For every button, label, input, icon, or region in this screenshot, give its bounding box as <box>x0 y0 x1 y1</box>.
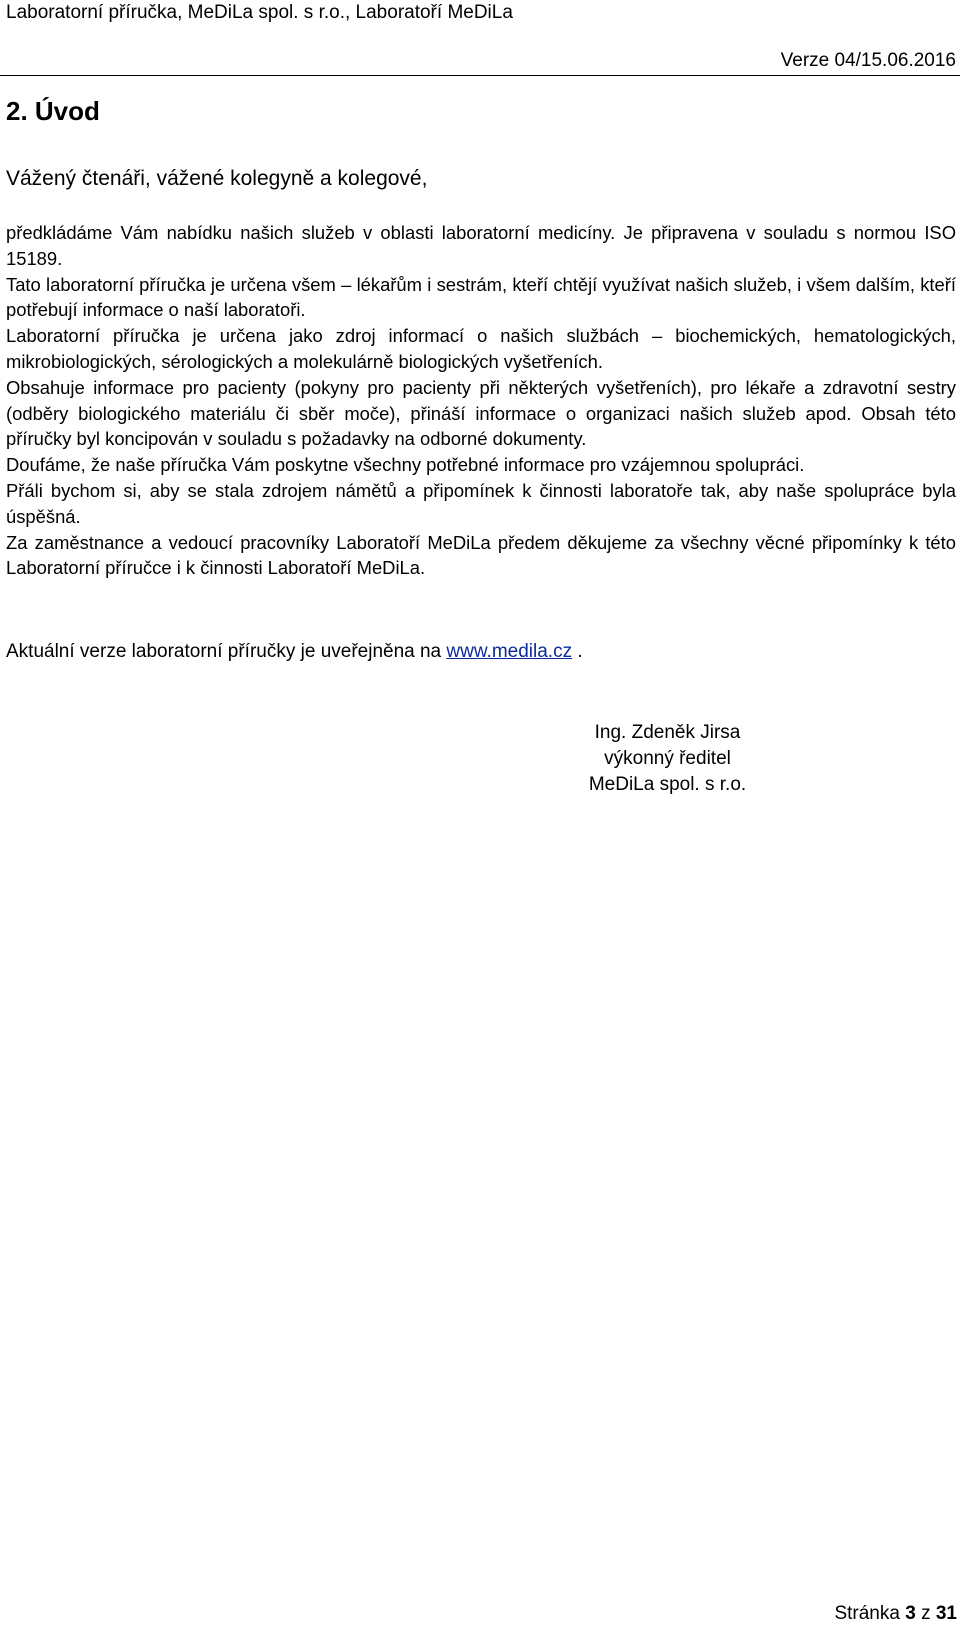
paragraph-audience: Tato laboratorní příručka je určena všem – lékařům i sestrám, kteří chtějí využívat našich služeb, i všem dalším, kteří potřebují informace o naší laboratoři. <box>6 273 956 321</box>
current-version-text: Aktuální verze laboratorní příručky je uveřejněna na <box>6 641 442 662</box>
paragraph-thanks: Za zaměstnance a vedoucí pracovníky Laboratoří MeDiLa předem děkujeme za všechny věcné připomínky k této Laboratorní příručce i k činnosti Laboratoří MeDiLa. <box>6 531 956 579</box>
paragraph-hope: Doufáme, že naše příručka Vám poskytne všechny potřebné informace pro vzájemnou spolupráci. <box>6 454 805 476</box>
signature-block <box>560 720 775 798</box>
signatory-position: výkonný ředitel <box>604 748 731 769</box>
paragraph-intro: předkládáme Vám nabídku našich služeb v oblasti laboratorní medicíny. Je připravena v souladu s normou ISO 15189. <box>6 222 956 269</box>
paragraph-contents: Obsahuje informace pro pacienty (pokyny pro pacienty při některých vyšetřeních), pro lékaře a zdravotní sestry (odběry biologického materiálu či sběr moče), přináší informace o organizaci našich služeb apod. Obsah této příručky byl koncipován v souladu s požadavky na odborné dokumenty. <box>6 376 956 450</box>
website-link[interactable]: www.medila.cz <box>446 641 573 662</box>
page-total: 31 <box>935 1603 957 1624</box>
page-number <box>834 1603 960 1625</box>
signatory-name: Ing. Zdeněk Jirsa <box>594 722 741 743</box>
page-current: 3 <box>905 1603 916 1624</box>
header-divider <box>0 75 960 76</box>
current-version-note <box>6 640 583 664</box>
page-separator: z <box>921 1603 931 1624</box>
body-text <box>6 220 956 581</box>
salutation: Vážený čtenáři, vážené kolegyně a kolegové, <box>6 167 428 190</box>
paragraph-scope: Laboratorní příručka je určena jako zdroj informací o našich službách – biochemických, hematologických, mikrobiologických, sérologických a molekulárně biologických vyšetřeních. <box>6 325 956 372</box>
page-label: Stránka <box>834 1603 900 1624</box>
section-heading: 2. Úvod <box>6 96 100 126</box>
header-title: Laboratorní příručka, MeDiLa spol. s r.o., Laboratoří MeDiLa <box>6 2 513 23</box>
signatory-company: MeDiLa spol. s r.o. <box>588 774 747 795</box>
paragraph-wish: Přáli bychom si, aby se stala zdrojem námětů a připomínek k činnosti laboratoře tak, aby naše spolupráce byla úspěšná. <box>6 479 956 527</box>
current-version-suffix: . <box>572 641 583 662</box>
document-version: Verze 04/15.06.2016 <box>780 50 956 71</box>
